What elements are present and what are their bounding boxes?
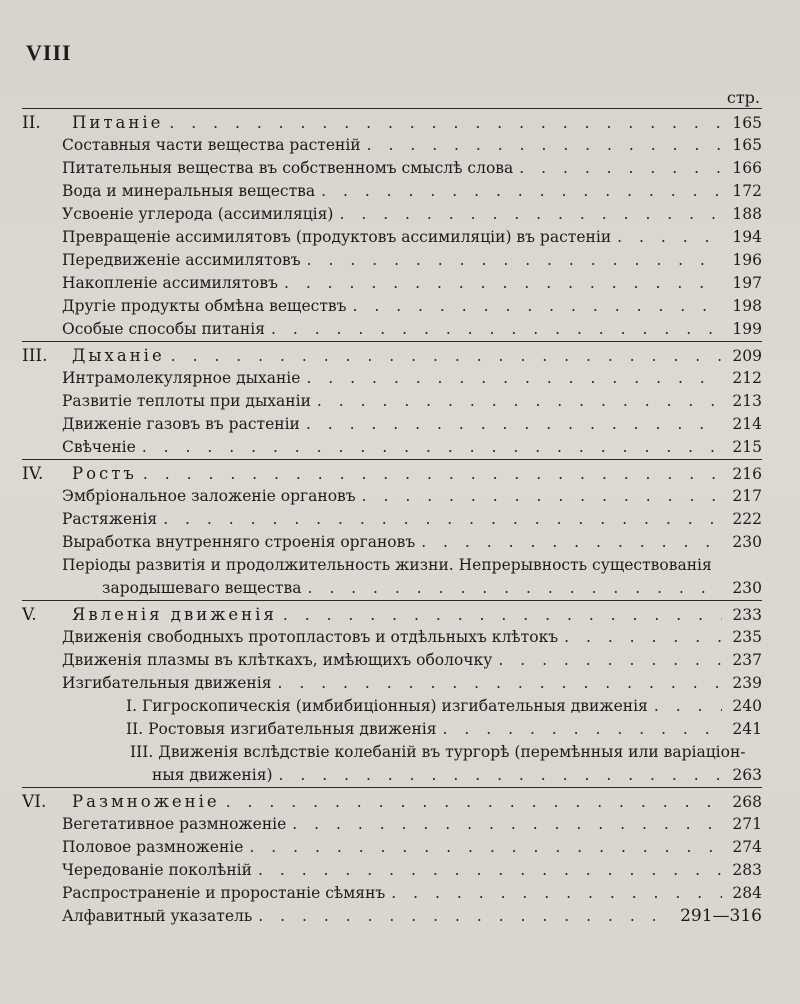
section-numeral: III. — [22, 346, 48, 366]
toc-entry[interactable]: Превращеніе ассимилятовъ (продуктовъ ассимиляціи) въ растеніи . . . 194 — [22, 226, 762, 249]
toc-entry-wrapped-line[interactable]: Періоды развитія и продолжительность жизни. Непрерывность существованія — [62, 556, 712, 574]
toc-entry[interactable]: Вода и минеральныя вещества . . . 172 — [22, 180, 762, 203]
toc-entry-wrapped-cont[interactable]: зародышеваго вещества . . . 230 — [22, 577, 762, 600]
toc-subentry-wrapped-cont[interactable]: ныя движенія) . . . 263 — [22, 764, 762, 787]
toc-entry[interactable]: Особые способы питанія . . . 199 — [22, 318, 762, 341]
toc-entry[interactable]: Вегетативное размноженіе . . . 271 — [22, 813, 762, 836]
toc-entry[interactable]: Усвоеніе углерода (ассимиляція) . . . 188 — [22, 203, 762, 226]
toc-entry[interactable]: Другіе продукты обмѣна веществъ . . . 198 — [22, 295, 762, 318]
toc-entry[interactable]: Передвиженіе ассимилятовъ . . . 196 — [22, 249, 762, 272]
section-title: Питаніе — [72, 113, 164, 132]
page-number: VIII — [26, 40, 72, 65]
section-heading[interactable] — [22, 790, 762, 813]
toc-entry[interactable]: Половое размноженіе . . . 274 — [22, 836, 762, 859]
toc-entry[interactable]: Развитіе теплоты при дыханіи . . . 213 — [22, 390, 762, 413]
section-heading[interactable] — [22, 344, 762, 367]
toc-entry[interactable]: Выработка внутренняго строенія органовъ . . . 230 — [22, 531, 762, 554]
section-numeral: V. — [22, 605, 37, 625]
section-title: Размноженіе — [72, 792, 220, 811]
page-ref: 268 — [732, 793, 762, 811]
section-heading[interactable] — [22, 111, 762, 134]
toc-entry-index[interactable]: Алфавитный указатель . . . 291—316 — [22, 905, 762, 928]
section-numeral: II. — [22, 113, 41, 133]
toc-entry[interactable]: Эмбріональное заложеніе органовъ . . . 217 — [22, 485, 762, 508]
toc-entry[interactable]: Движенія свободныхъ протопластовъ и отдѣльныхъ клѣтокъ . . . 235 — [22, 626, 762, 649]
toc-subentry[interactable]: II. Ростовыя изгибательныя движенія . . . 241 — [22, 718, 762, 741]
page-ref: 165 — [732, 114, 762, 132]
toc-entry[interactable]: Движенія плазмы въ клѣткахъ, имѣющихъ оболочку . . . 237 — [22, 649, 762, 672]
table-of-contents — [22, 108, 762, 928]
section-title: Дыханіе — [72, 346, 165, 365]
toc-entry[interactable]: Чередованіе поколѣній . . . 283 — [22, 859, 762, 882]
page-column-header: стр. — [726, 88, 760, 107]
toc-entry[interactable]: Интрамолекулярное дыханіе . . . 212 — [22, 367, 762, 390]
page-ref: 216 — [732, 465, 762, 483]
section-heading[interactable] — [22, 603, 762, 626]
toc-entry[interactable]: Свѣченіе . . . 215 — [22, 436, 762, 459]
section-title: Явленія движенія — [72, 605, 277, 624]
toc-entry[interactable]: Растяженія . . . 222 — [22, 508, 762, 531]
page-ref: 209 — [732, 347, 762, 365]
toc-section-ii — [22, 108, 762, 341]
toc-entry[interactable]: Накопленіе ассимилятовъ . . . 197 — [22, 272, 762, 295]
toc-entry[interactable]: Составныя части вещества растеній . . . 165 — [22, 134, 762, 157]
section-heading[interactable] — [22, 462, 762, 485]
section-title: Ростъ — [72, 464, 137, 483]
toc-subentry-wrapped-line[interactable]: III. Движенія вслѣдствіе колебаній въ тургорѣ (перемѣнныя или варіаціон- — [130, 743, 746, 761]
toc-entry[interactable]: Распространеніе и проростаніе сѣмянъ . . . 284 — [22, 882, 762, 905]
toc-section-v — [22, 600, 762, 787]
page-ref: 233 — [732, 606, 762, 624]
toc-entry[interactable]: Питательныя вещества въ собственномъ смыслѣ слова . . . 166 — [22, 157, 762, 180]
toc-section-iv — [22, 459, 762, 600]
toc-section-vi — [22, 787, 762, 928]
section-numeral: VI. — [22, 792, 47, 812]
toc-subentry[interactable]: I. Гигроскопическія (имбибиціонныя) изгибательныя движенія . . . 240 — [22, 695, 762, 718]
section-numeral: IV. — [22, 464, 44, 484]
toc-entry[interactable]: Изгибательныя движенія . . . 239 — [22, 672, 762, 695]
toc-entry[interactable]: Движеніе газовъ въ растеніи . . . 214 — [22, 413, 762, 436]
toc-section-iii — [22, 341, 762, 459]
